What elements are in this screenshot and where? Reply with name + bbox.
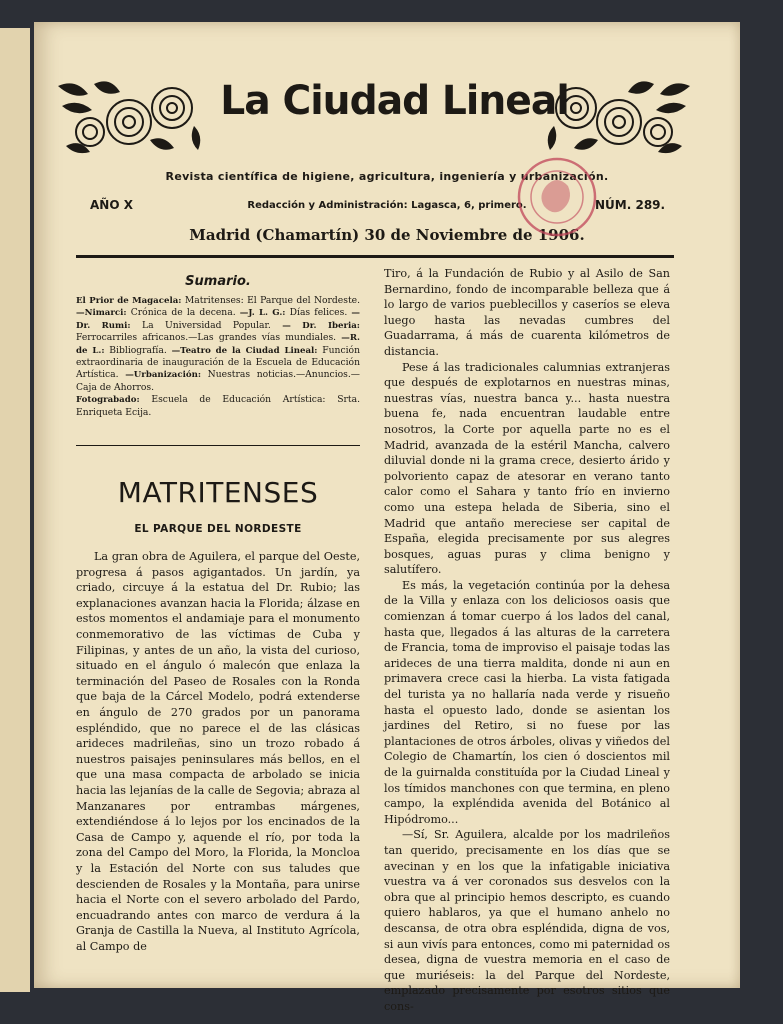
sumario-list bbox=[76, 295, 360, 419]
article-paragraph: —Sí, Sr. Aguilera, alcalde por los madrileños tan querido, precisamente en los días que se avecinan y en los que la infatigable iniciativa vuestra va á ver coronados sus desvelos con la obra que al principio hemos descripto, es cuando quiero hablaros, ya que el humano anhelo no descansa, de otra obra espléndida, digna de vos, si aun vivís para entonces, como mi paternidad os desea, digna de vuestra memoria en el caso de que muriéseis: la del Parque del Nordeste, emplazado precisamente por esotros sitios que cons- bbox=[384, 828, 670, 1013]
sumario-divider bbox=[76, 445, 360, 446]
article-body-left bbox=[76, 549, 360, 954]
sumario-item: Bibliografía. bbox=[104, 344, 167, 356]
masthead-title: La Ciudad Lineal bbox=[220, 78, 569, 124]
issue-number: NÚM. 289. bbox=[595, 198, 666, 212]
library-stamp-icon bbox=[516, 156, 598, 238]
sumario-author: —J. L. G.: bbox=[239, 308, 286, 319]
newspaper-page bbox=[34, 22, 740, 1013]
sumario-item: Escuela de Educación Artística: Srta. Enriqueta Ecija. bbox=[76, 394, 360, 418]
administration-address: Redacción y Administración: Lagasca, 6, primero. bbox=[247, 200, 527, 211]
sumario-author: — Dr. Iberia: bbox=[282, 320, 360, 331]
sumario-item: Función extraordinaria de inauguración de la Escuela de Educación Artística. bbox=[76, 344, 360, 381]
previous-page-edge bbox=[0, 28, 30, 992]
sumario-author: —Nimarci: bbox=[76, 308, 127, 319]
article-paragraph: Tiro, á la Fundación de Rubio y al Asilo de San Bernardino, fondo de incomparable belleza que á lo largo de varios pueblecillos y caseríos se eleva luego hasta las nevadas cumbres del Guadarrama, á más de cuarenta kilómetros de distancia. bbox=[384, 267, 670, 358]
sumario-item: Nuestras noticias.—Anuncios.—Caja de Ahorros. bbox=[76, 369, 360, 393]
sumario-item: Matritenses: El Parque del Nordeste. bbox=[181, 295, 360, 306]
right-column bbox=[384, 266, 670, 1015]
sumario-author: —R. de L.: bbox=[76, 333, 360, 356]
article-headline: MATRITENSES bbox=[117, 476, 319, 510]
sumario-author: —Urbanización: bbox=[125, 370, 202, 381]
header-rule bbox=[76, 255, 674, 258]
article-subhead: EL PARQUE DEL NORDESTE bbox=[134, 523, 302, 536]
sumario-author: Fotograbado: bbox=[76, 395, 140, 406]
sumario-item: Ferrocarriles africanos.—Las grandes vías mundiales. bbox=[76, 332, 337, 344]
sumario-author: —Dr. Rumi: bbox=[76, 308, 361, 331]
year-label: AÑO X bbox=[90, 198, 133, 212]
sumario-item: Crónica de la decena. bbox=[126, 307, 236, 319]
rose-ornament-right-icon bbox=[544, 76, 694, 158]
article-paragraph: Pese á las tradicionales calumnias extranjeras que después de explotarnos en nuestras minas, nuestras vías, nuestra banca y... hasta nuestra buena fe, nada encuentran laudable entre nosotros, la Corte por aquella parte no es el Madrid, avanzada de la estéril Mancha, calvero diluvial donde ni la grama crece, desierto árido y polvoriento capaz de atesorar en verano tanto calor como el Sahara y tanto frío en invierno como una estepa helada de Siberia, sino el Madrid que antaño mereciese ser capital de España, elegida precisamente por sus alegres bosques, aguas puras y clima benigno y salutífero. bbox=[384, 360, 670, 577]
sumario-title: Sumario. bbox=[185, 274, 251, 289]
masthead-subtitle: Revista científica de higiene, agricultura, ingeniería y urbanización. bbox=[165, 170, 609, 183]
sumario-item: Días felices. bbox=[285, 307, 348, 319]
article-paragraph: Es más, la vegetación continúa por la dehesa de la Villa y enlaza con los deliciosos oasis que comienzan á tomar cuerpo á los lados del canal, hasta que, llegados á las alturas de la carretera de Francia, toma de improviso el paisaje todas las arideces de una tierra maldita, donde ni aun en primavera crece casi la hierba. La vista fatigada del turista ya no hallaría nada verde y risueño hasta el opuesto lado, donde se asientan los jardines del Retiro, si no fuese por las plantaciones de otros árboles, olivas y viñedos del Colegio de Chamartín, los cien ó doscientos mil de la guirnalda constituída por la Ciudad Lineal y los tímidos manchones con que termina, en pleno campo, la expléndida avenida del Botánico al Hipódromo... bbox=[384, 578, 670, 826]
dateline: Madrid (Chamartín) 30 de Noviembre de 1906. bbox=[189, 226, 585, 244]
sumario-author: El Prior de Magacela: bbox=[76, 296, 182, 306]
left-column bbox=[76, 266, 360, 955]
rose-ornament-left-icon bbox=[54, 76, 204, 158]
sumario-author: —Teatro de la Ciudad Lineal: bbox=[171, 345, 318, 356]
article-paragraph: La gran obra de Aguilera, el parque del Oeste, progresa á pasos agigantados. Un jardín, ya criado, circuye á la estatua del Dr. Rubio; las explanaciones avanzan hacia la Florida; álzase en estos momentos el andamiaje para el monumento conmemorativo de las víctimas de Cuba y Filipinas, y antes de un año, la vista del curioso, situado en el ángulo ó malecón que enlaza la terminación del Paseo de Rosales con la Ronda que baja de la Cárcel Modelo, podrá extenderse en ángulo de 270 grados por un panorama espléndido, que no parece el de las clásicas arideces madrileñas, sino un trozo robado á nuestros paisajes peninsulares más bellos, en el que una masa compacta de arbolado se inicia hacia las lejanías de la calle de Segovia; abraza al Manzanares por entrambas márgenes, extendiéndose á lo lejos por los encinados de la Casa de Campo y, aquende el río, por toda la zona del Campo del Moro, la Florida, la Moncloa y la Estación del Norte con sus taludes que descienden de Rosales y la Montaña, para unirse hacia el Norte con el severo arbolado del Pardo, encuadrando antes con marco de verdura á la Granja de Castilla la Nueva, al Instituto Agrícola, al Campo de bbox=[76, 550, 360, 953]
sumario-item: La Universidad Popular. bbox=[130, 319, 271, 331]
